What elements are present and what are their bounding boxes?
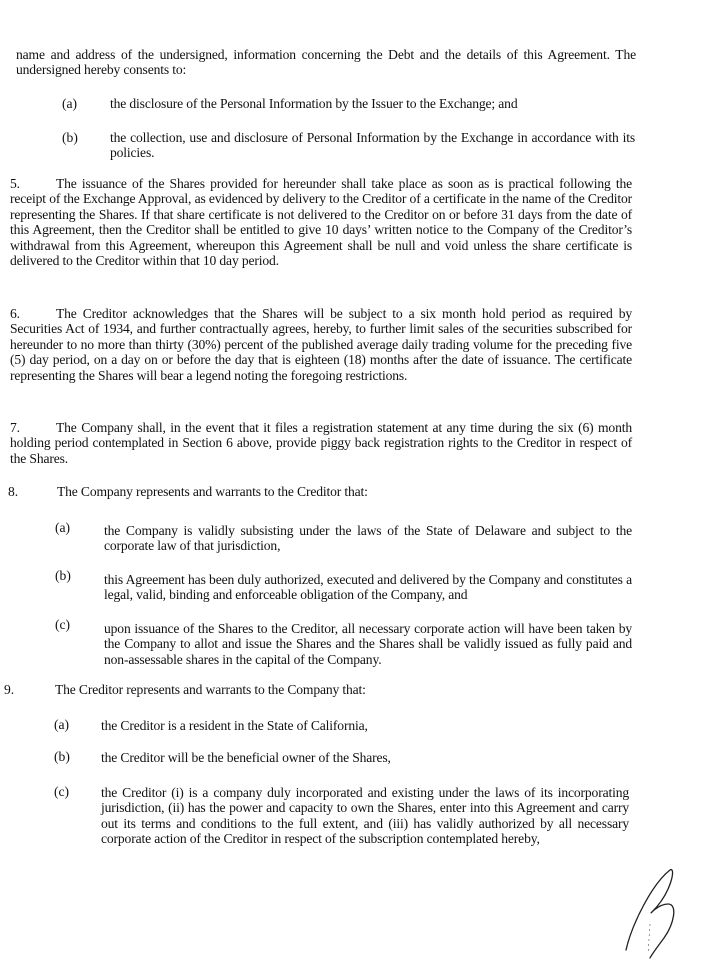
section-9-item-c-label: (c) — [54, 784, 70, 799]
section-9-text: The Creditor represents and warrants to the Company that: — [55, 682, 366, 697]
section-9-number: 9. — [4, 682, 15, 697]
section-8-item-b-label: (b) — [55, 568, 71, 583]
section-9-item-b-text: the Creditor will be the beneficial owner of the Shares, — [101, 750, 391, 765]
intro-item-b-label: (b) — [62, 130, 78, 145]
section-6-text: The Creditor acknowledges that the Shares will be subject to a six month hold period as required by Securities Act of 1934, and further contractually agrees, hereby, to further limit sales of the securities subscribed for hereunder to no more than thirty (30%) percent of the published average daily trading volume for the preceding five (5) day period, on a day on or before the day that is eighteen (18) months after the date of issuance. The certificate representing the Shares will bear a legend noting the foregoing restrictions. — [10, 306, 632, 383]
handwritten-initials-icon — [612, 864, 692, 960]
section-9-item-b-label: (b) — [54, 749, 70, 764]
section-8-number: 8. — [8, 484, 19, 499]
section-9-item-a-text: the Creditor is a resident in the State of California, — [101, 718, 368, 733]
section-8-item-a-text: the Company is validly subsisting under the laws of the State of Delaware and subject to the corporate law of that jurisdiction, — [104, 523, 632, 554]
section-5-number: 5. — [10, 176, 20, 191]
intro-paragraph: name and address of the undersigned, information concerning the Debt and the details of this Agreement. The undersigned hereby consents to: — [16, 47, 636, 78]
section-9-item-c-text: the Creditor (i) is a company duly incorporated and existing under the laws of its incorporating jurisdiction, (ii) has the power and capacity to own the Shares, enter into this Agreement and carry out its terms and conditions to the full extent, and (iii) has validly authorized by all necessary corporate action of the Creditor in respect of the subscription contemplated hereby, — [101, 785, 629, 847]
section-8-item-a-label: (a) — [55, 520, 71, 535]
section-5 — [10, 176, 632, 268]
section-8-item-c-label: (c) — [55, 617, 71, 632]
section-6-number: 6. — [10, 306, 20, 321]
section-8-item-b-text: this Agreement has been duly authorized, executed and delivered by the Company and constitutes a legal, valid, binding and enforceable obligation of the Company, and — [104, 572, 632, 603]
intro-item-a-text: the disclosure of the Personal Information by the Issuer to the Exchange; and — [110, 96, 518, 111]
section-8-text: The Company represents and warrants to the Creditor that: — [57, 484, 368, 499]
section-7-text: The Company shall, in the event that it files a registration statement at any time during the six (6) month holding period contemplated in Section 6 above, provide piggy back registration rights to the Creditor in respect of the Shares. — [10, 420, 632, 466]
section-8-item-c-text: upon issuance of the Shares to the Creditor, all necessary corporate action will have been taken by the Company to allot and issue the Shares and the Shares shall be validly issued as fully paid and non-assessable shares in the capital of the Company. — [104, 621, 632, 667]
intro-item-a-label: (a) — [62, 96, 78, 111]
section-6 — [10, 306, 632, 383]
section-7 — [10, 420, 632, 466]
section-5-text: The issuance of the Shares provided for hereunder shall take place as soon as is practical following the receipt of the Exchange Approval, as evidenced by delivery to the Creditor of a certificate in the name of the Creditor representing the Shares. If that share certificate is not delivered to the Creditor on or before 31 days from the date of this Agreement, then the Creditor shall be entitled to give 10 days’ written notice to the Company of the Creditor’s withdrawal from this Agreement, whereupon this Agreement shall be null and void unless the share certificate is delivered to the Creditor within that 10 day period. — [10, 176, 632, 269]
intro-item-b-text: the collection, use and disclosure of Personal Information by the Exchange in accordance with its policies. — [110, 130, 635, 161]
section-9-item-a-label: (a) — [54, 717, 70, 732]
section-7-number: 7. — [10, 420, 20, 435]
